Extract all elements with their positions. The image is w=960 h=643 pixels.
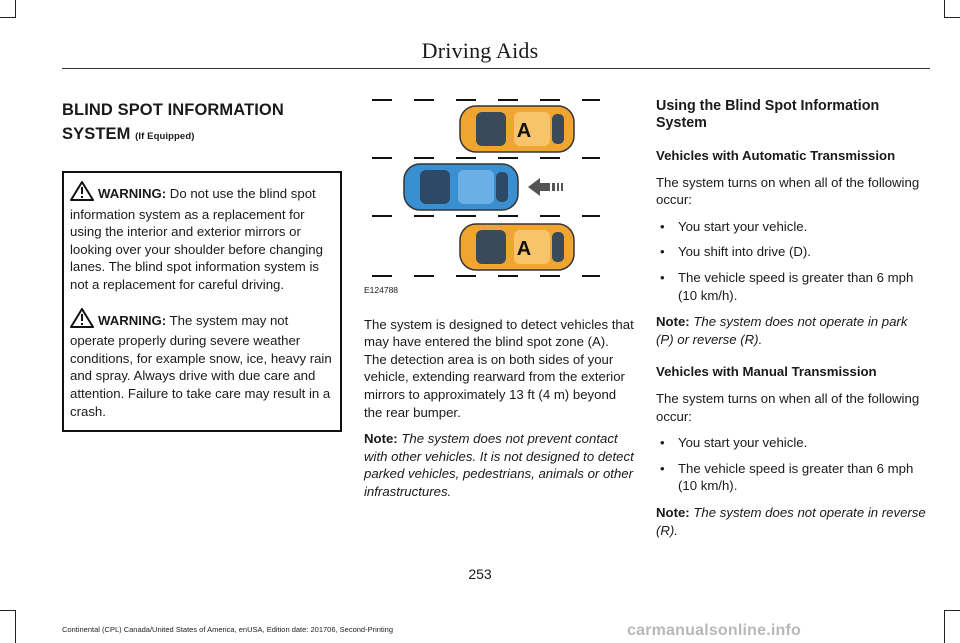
list-item: • You start your vehicle. xyxy=(656,218,928,236)
subsection-heading: Using the Blind Spot Information System xyxy=(656,98,880,131)
list-item: • The vehicle speed is greater than 6 mph (10 km/h). xyxy=(656,460,928,495)
crop-mark xyxy=(0,610,16,611)
list-item: • You shift into drive (D). xyxy=(656,243,928,261)
note-label: Note: xyxy=(656,314,690,330)
body-paragraph: The system is designed to detect vehicles that may have entered the blind spot zone (A). The detection area is on both sides of your vehicle, extending rearward from the exterior mirrors to approximately 13 ft (4 m) beyond the rear bumper. xyxy=(364,316,634,420)
detection-arrow xyxy=(528,178,563,196)
warning-label: WARNING: xyxy=(98,312,167,328)
crop-mark xyxy=(944,610,945,643)
section-heading-qualifier: (If Equipped) xyxy=(135,131,195,142)
manual-note xyxy=(656,504,928,539)
crop-mark xyxy=(944,610,960,611)
list-item: • You start your vehicle. xyxy=(656,434,928,452)
crop-mark xyxy=(15,610,16,643)
automatic-note xyxy=(656,313,928,348)
list-item: • The vehicle speed is greater than 6 mph (10 km/h). xyxy=(656,269,928,304)
manual-list xyxy=(656,434,928,495)
warning-1 xyxy=(70,181,334,294)
page-header-title: Driving Aids xyxy=(421,38,539,63)
vehicle-own-blue xyxy=(404,164,518,210)
crop-mark xyxy=(0,17,16,18)
right-column xyxy=(656,98,928,548)
warning-triangle-icon xyxy=(70,308,94,333)
figure-code: E124788 xyxy=(364,285,399,295)
crop-mark xyxy=(944,0,945,18)
note-text: The system does not prevent contact with other vehicles. It is not designed to detect parked vehicles, pedestrians, animals or other infrastructures. xyxy=(364,431,634,499)
automatic-list xyxy=(656,218,928,304)
middle-column xyxy=(364,92,634,510)
watermark: carmanualsonline.info xyxy=(627,622,802,639)
warning-label: WARNING: xyxy=(98,186,167,201)
left-column xyxy=(62,98,342,432)
note-label: Note: xyxy=(364,431,398,447)
note-label: Note: xyxy=(656,504,690,520)
warning-2 xyxy=(70,308,334,421)
crop-mark xyxy=(944,17,960,18)
blind-spot-figure xyxy=(364,92,604,288)
page-number: 253 xyxy=(468,566,492,582)
warning-box xyxy=(62,171,342,432)
manual-intro: The system turns on when all of the following occur: xyxy=(656,390,920,424)
note-text: The system does not operate in reverse (R). xyxy=(656,504,926,538)
automatic-heading: Vehicles with Automatic Transmission xyxy=(656,148,896,163)
warning-triangle-icon xyxy=(70,181,94,206)
warning-text: The system may not operate properly during severe weather conditions, for example snow, ice, heavy rain and spray. Always drive with due care and attention. Failure to take care may result in a crash. xyxy=(70,312,332,419)
warning-text: Do not use the blind spot information system as a replacement for using the interior and exterior mirrors or looking over your shoulder before changing lanes. The blind spot information system is not a replacement for careful driving. xyxy=(70,186,323,292)
section-heading-line1: BLIND SPOT INFORMATION xyxy=(62,101,284,119)
footer-edition: Continental (CPL) Canada/United States of America, enUSA, Edition date: 201706, Second-Printing xyxy=(62,625,394,634)
zone-label-top: A xyxy=(516,120,532,142)
header-divider xyxy=(62,68,930,69)
note-text: The system does not operate in park (P) or reverse (R). xyxy=(656,314,908,347)
note xyxy=(364,430,634,500)
automatic-intro: The system turns on when all of the following occur: xyxy=(656,174,920,208)
zone-label-bottom: A xyxy=(516,238,532,260)
crop-mark xyxy=(15,0,16,18)
section-heading-line2: SYSTEM xyxy=(62,125,131,143)
section-heading xyxy=(62,98,342,149)
manual-heading: Vehicles with Manual Transmission xyxy=(656,364,877,380)
